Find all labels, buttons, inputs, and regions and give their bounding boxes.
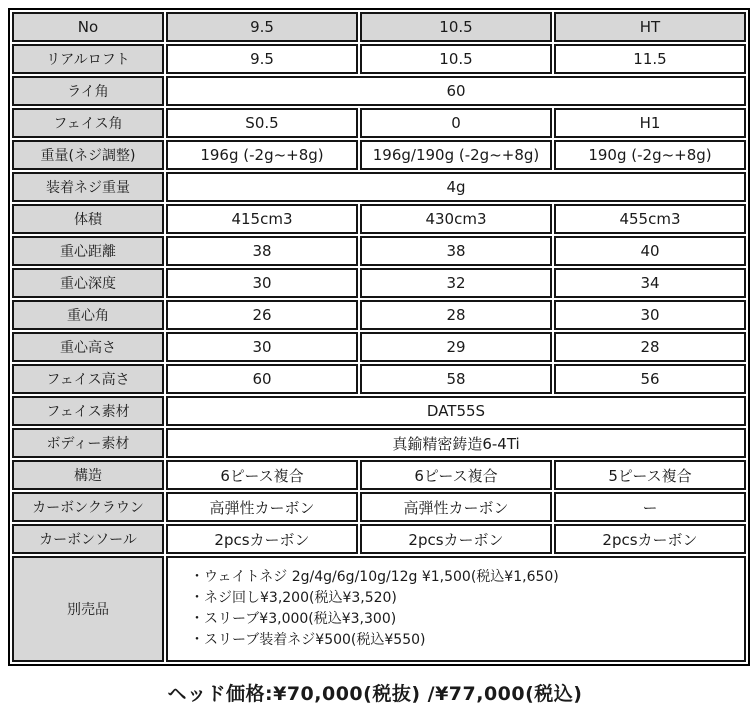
row-label: フェイス高さ	[12, 364, 164, 394]
row-label: カーボンソール	[12, 524, 164, 554]
spec-cell: 30	[554, 300, 746, 330]
spec-cell: 6ピース複合	[166, 460, 358, 490]
spec-cell: 10.5	[360, 44, 552, 74]
spec-cell: 26	[166, 300, 358, 330]
spec-cell-merged: DAT55S	[166, 396, 746, 426]
spec-cell: 34	[554, 268, 746, 298]
spec-cell: 9.5	[166, 44, 358, 74]
spec-cell: 455cm3	[554, 204, 746, 234]
spec-cell: 11.5	[554, 44, 746, 74]
spec-cell: 38	[166, 236, 358, 266]
optional-item-line: ・ウェイトネジ 2g/4g/6g/10g/12g ¥1,500(税込¥1,650)	[190, 569, 559, 585]
table-row-real-loft	[12, 44, 746, 74]
row-label: 重心深度	[12, 268, 164, 298]
spec-cell: S0.5	[166, 108, 358, 138]
table-row-cg-depth	[12, 268, 746, 298]
table-row-carbon-sole	[12, 524, 746, 554]
row-label: フェイス素材	[12, 396, 164, 426]
row-label: 構造	[12, 460, 164, 490]
table-row-structure	[12, 460, 746, 490]
row-label: カーボンクラウン	[12, 492, 164, 522]
table-row-optional-items	[12, 556, 746, 662]
header-cell-no: No	[12, 12, 164, 42]
row-label: 重心高さ	[12, 332, 164, 362]
spec-cell-merged: 真鍮精密鋳造6-4Ti	[166, 428, 746, 458]
spec-cell: 0	[360, 108, 552, 138]
spec-cell: 190g (-2g~+8g)	[554, 140, 746, 170]
spec-cell: 415cm3	[166, 204, 358, 234]
spec-cell: 60	[166, 364, 358, 394]
optional-items-cell	[166, 556, 746, 662]
row-label: 重量(ネジ調整)	[12, 140, 164, 170]
spec-cell: 高弾性カーボン	[166, 492, 358, 522]
row-label: 重心距離	[12, 236, 164, 266]
table-row-cg-angle	[12, 300, 746, 330]
spec-cell: 196g/190g (-2g~+8g)	[360, 140, 552, 170]
spec-cell: 29	[360, 332, 552, 362]
row-label: 重心角	[12, 300, 164, 330]
table-row-carbon-crown	[12, 492, 746, 522]
table-row-face-angle	[12, 108, 746, 138]
spec-cell: 高弾性カーボン	[360, 492, 552, 522]
spec-cell: 2pcsカーボン	[554, 524, 746, 554]
spec-cell: 430cm3	[360, 204, 552, 234]
table-row-cg-distance	[12, 236, 746, 266]
spec-cell: 28	[554, 332, 746, 362]
row-label: 装着ネジ重量	[12, 172, 164, 202]
spec-table	[8, 8, 750, 666]
spec-cell: 5ピース複合	[554, 460, 746, 490]
row-label: フェイス角	[12, 108, 164, 138]
spec-cell: 28	[360, 300, 552, 330]
optional-item-line: ・スリーブ¥3,000(税込¥3,300)	[190, 611, 397, 627]
spec-cell-merged: 60	[166, 76, 746, 106]
spec-cell: ー	[554, 492, 746, 522]
spec-cell: 40	[554, 236, 746, 266]
spec-cell-merged: 4g	[166, 172, 746, 202]
head-price-line: ヘッド価格:¥70,000(税抜) /¥77,000(税込)	[167, 683, 583, 705]
header-cell-10-5: 10.5	[360, 12, 552, 42]
optional-item-line: ・ネジ回し¥3,200(税込¥3,520)	[190, 590, 397, 606]
table-row-weight	[12, 140, 746, 170]
spec-cell: 30	[166, 332, 358, 362]
table-row-screw-weight	[12, 172, 746, 202]
row-label: 体積	[12, 204, 164, 234]
table-row-lie-angle	[12, 76, 746, 106]
row-label: ライ角	[12, 76, 164, 106]
spec-cell: 196g (-2g~+8g)	[166, 140, 358, 170]
table-row-volume	[12, 204, 746, 234]
table-row-cg-height	[12, 332, 746, 362]
optional-item-line: ・スリーブ装着ネジ¥500(税込¥550)	[190, 632, 426, 648]
table-row-face-material	[12, 396, 746, 426]
spec-cell: 38	[360, 236, 552, 266]
header-cell-9-5: 9.5	[166, 12, 358, 42]
spec-cell: 2pcsカーボン	[360, 524, 552, 554]
row-label: リアルロフト	[12, 44, 164, 74]
spec-cell: 2pcsカーボン	[166, 524, 358, 554]
spec-cell: 32	[360, 268, 552, 298]
table-row-face-height	[12, 364, 746, 394]
spec-cell: 6ピース複合	[360, 460, 552, 490]
spec-cell: 58	[360, 364, 552, 394]
spec-cell: H1	[554, 108, 746, 138]
table-header-row	[12, 12, 746, 42]
spec-cell: 56	[554, 364, 746, 394]
table-row-body-material	[12, 428, 746, 458]
header-cell-ht: HT	[554, 12, 746, 42]
row-label: 別売品	[12, 556, 164, 662]
row-label: ボディー素材	[12, 428, 164, 458]
spec-cell: 30	[166, 268, 358, 298]
